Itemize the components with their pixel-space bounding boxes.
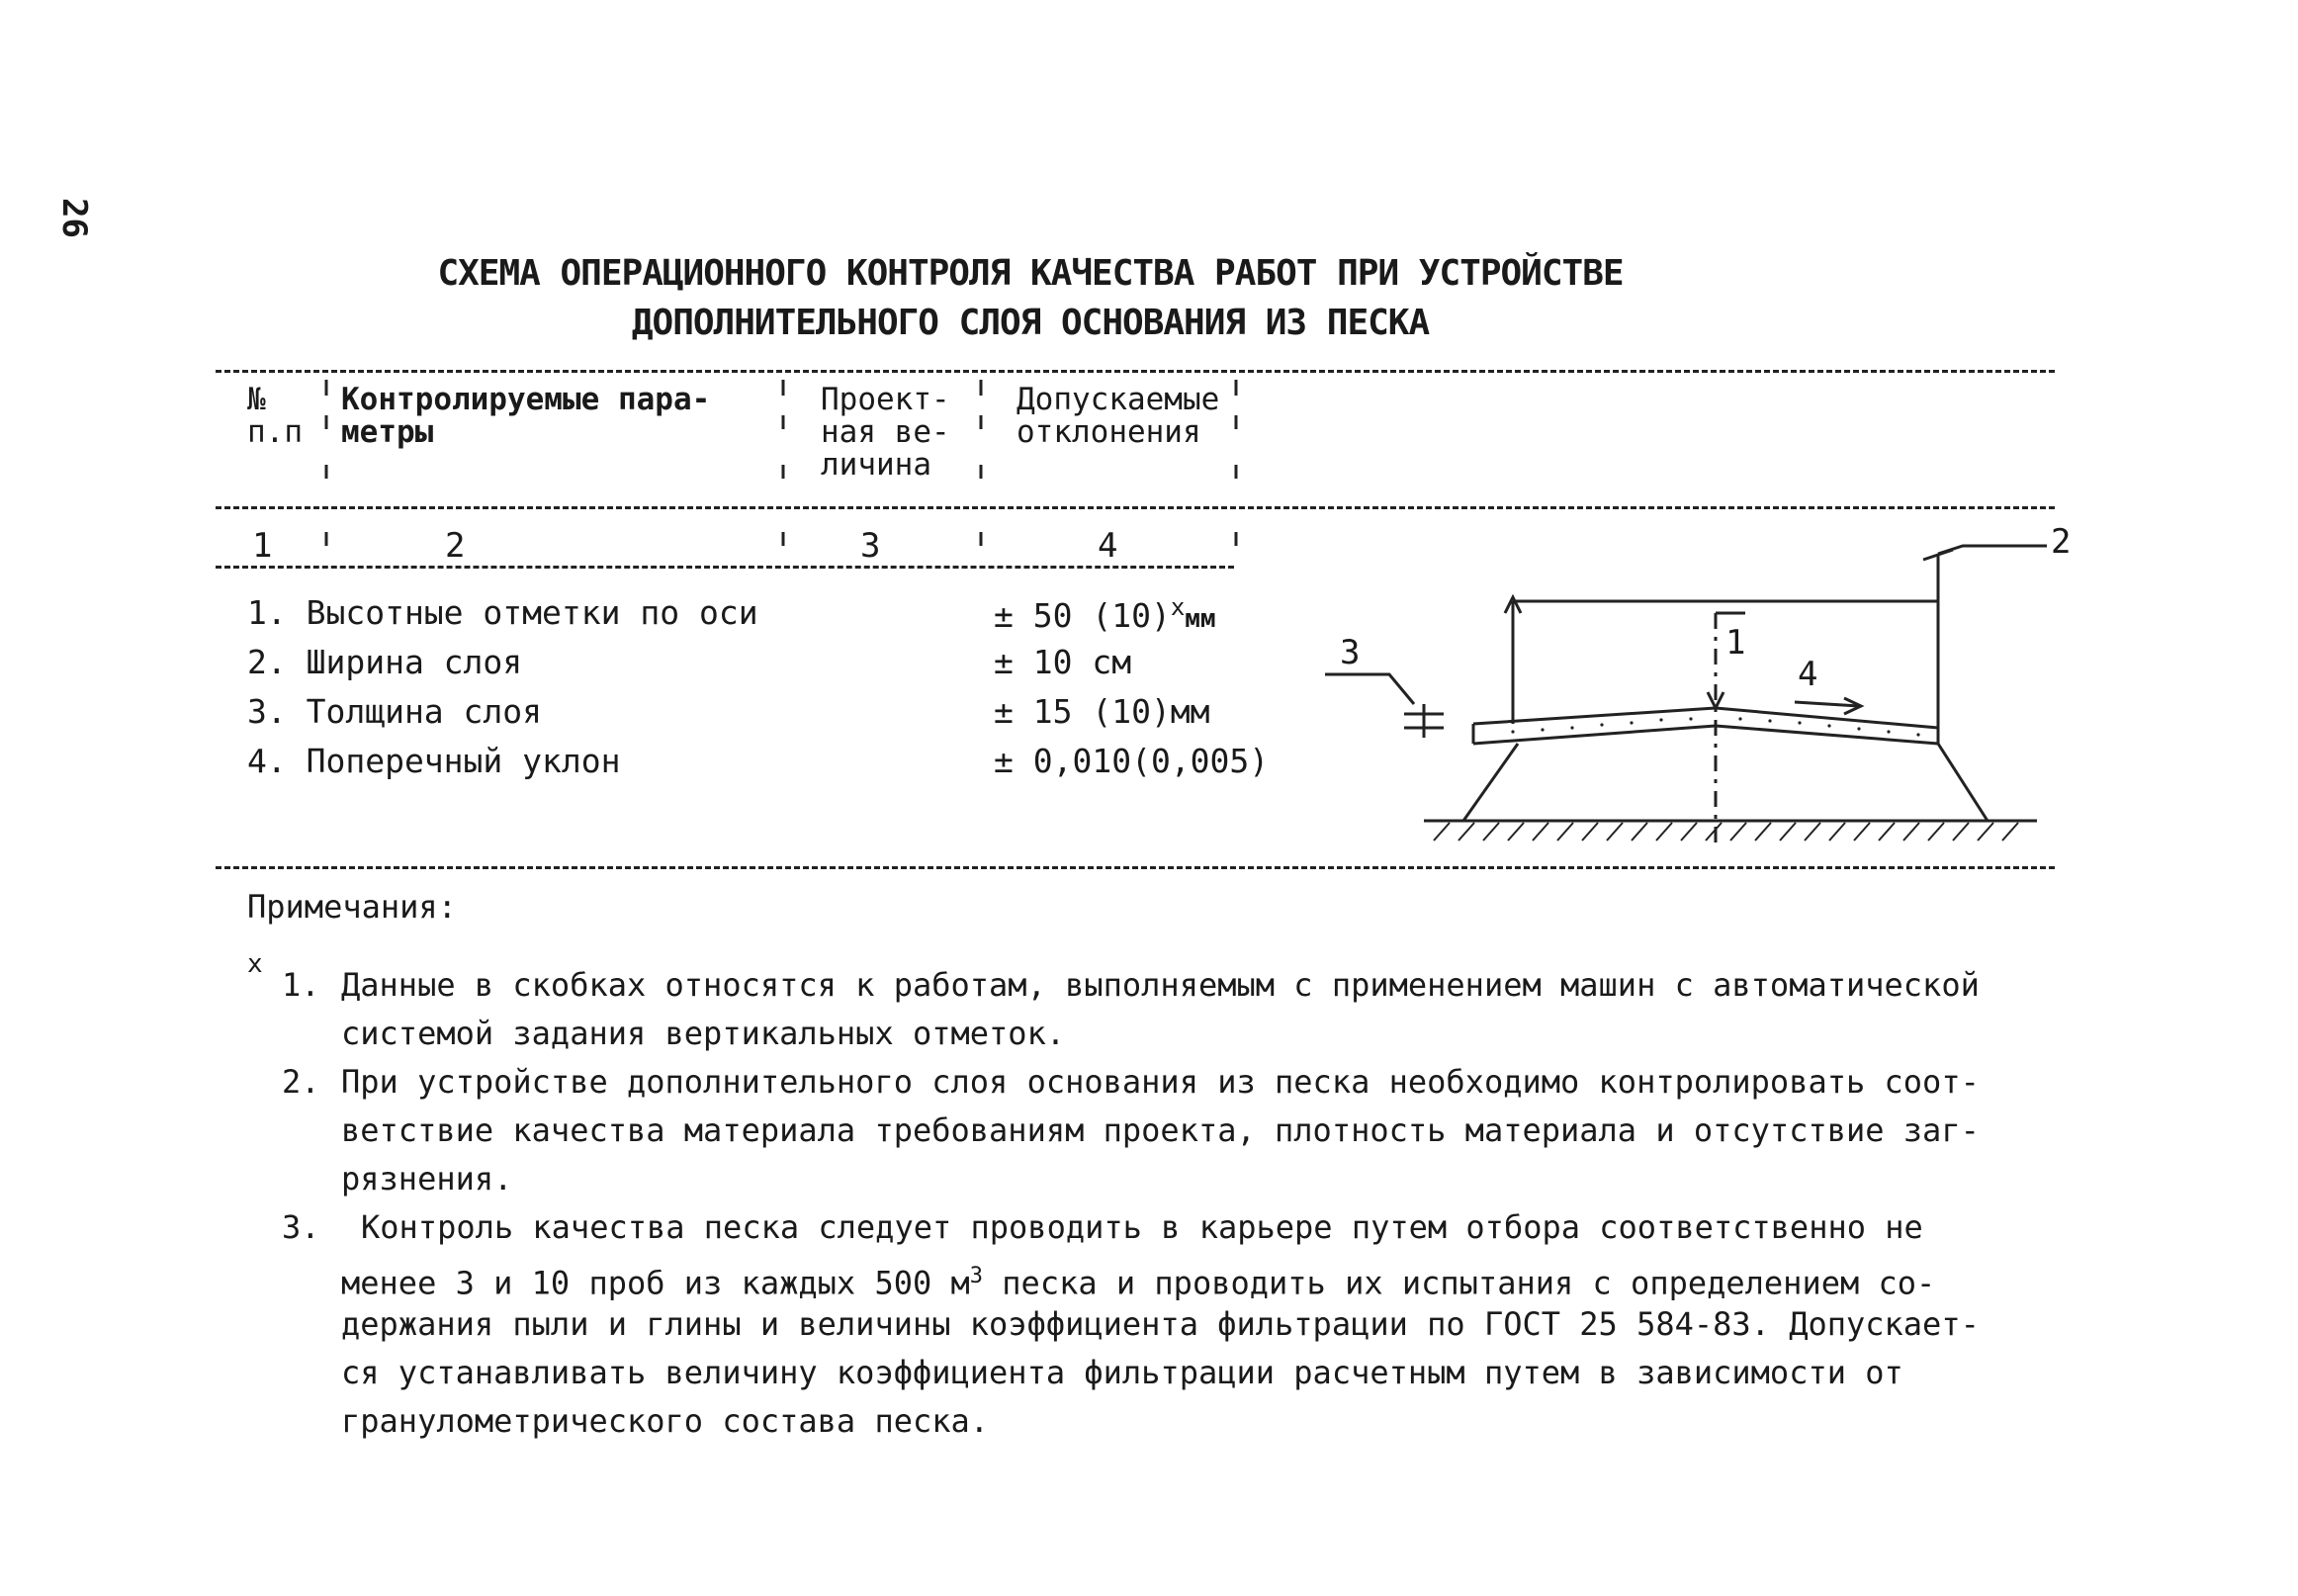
diagram-label-3: 3 [1340, 633, 1361, 672]
note-2-line-3: рязнения. [341, 1160, 513, 1197]
leader-3 [1325, 674, 1414, 704]
tolerance-unit: мм [1185, 604, 1216, 634]
note-2-line-2: ветствие качества материала требованиям проекта, плотность материала и отсутствие заг- [341, 1111, 1980, 1149]
note-3-line-2-end: песка и проводить их испытания с определением со- [983, 1264, 1936, 1302]
page-title-line-2: ДОПОЛНИТЕЛЬНОГО СЛОЯ ОСНОВАНИЯ ИЗ ПЕСКА [631, 303, 1430, 343]
layer-top [1473, 708, 1938, 728]
colnum-4: 4 [1098, 526, 1118, 566]
note-1-num: 1. [282, 966, 320, 1004]
table-row-4-tolerance: ± 0,010(0,005) [994, 742, 1270, 780]
note-3-line-5: гранулометрического состава песка. [341, 1402, 990, 1440]
left-slope [1463, 744, 1518, 821]
diagram-label-4: 4 [1798, 655, 1818, 694]
diagram-label-2: 2 [2051, 522, 2072, 562]
colnum-3: 3 [860, 526, 881, 566]
tolerance-value: ± 50 (10) [994, 596, 1171, 635]
note-3-line-3: держания пыли и глины и величины коэффициента фильтрации по ГОСТ 25 584-83. Допускает- [341, 1305, 1980, 1343]
table-row-2-tolerance: ± 10 см [994, 643, 1132, 681]
note-3-superscript: 3 [969, 1264, 984, 1288]
right-slope [1938, 744, 1988, 821]
note-3-line-1: Контроль качества песка следует проводить в карьере путем отбора соответственно не [361, 1208, 1923, 1246]
table-row-2-param: 2. Ширина слоя [247, 643, 523, 681]
notes-footnote-mark: x [247, 949, 263, 979]
note-3-line-4: ся устанавливать величину коэффициента фильтрации расчетным путем в зависимости от [341, 1354, 1903, 1391]
notes-heading: Примечания: [247, 888, 457, 926]
page-title-line-1: СХЕМА ОПЕРАЦИОННОГО КОНТРОЛЯ КАЧЕСТВА РАБОТ ПРИ УСТРОЙСТВЕ [437, 253, 1624, 294]
note-3-num: 3. [282, 1208, 320, 1246]
colnum-2: 2 [445, 526, 466, 566]
header-param: Контролируемые пара- метры [341, 382, 711, 450]
table-row-1-param: 1. Высотные отметки по оси [247, 593, 758, 632]
slope-arrow [1795, 702, 1859, 706]
leader-2 [1938, 546, 2047, 554]
page-number: 26 [54, 198, 94, 238]
diagram-label-1: 1 [1725, 623, 1746, 663]
colnum-1: 1 [252, 526, 273, 566]
note-1-line-2: системой задания вертикальных отметок. [341, 1015, 1066, 1052]
header-num: № п.п [247, 382, 303, 450]
note-2-line-1: При устройстве дополнительного слоя основания из песка необходимо контролировать соот- [341, 1063, 1980, 1101]
note-1-line-1: Данные в скобках относятся к работам, выполняемым с применением машин с автоматической [341, 966, 1980, 1004]
note-3-line-2-start: менее 3 и 10 проб из каждых 500 м [341, 1264, 970, 1302]
table-row-3-param: 3. Толщина слоя [247, 692, 543, 731]
header-tolerance: Допускаемые отклонения [1016, 382, 1220, 450]
table-row-4-param: 4. Поперечный уклон [247, 742, 621, 780]
footnote-mark: x [1170, 593, 1186, 621]
table-row-3-tolerance: ± 15 (10)мм [994, 692, 1210, 731]
ground-hatching [1434, 823, 2018, 841]
header-design: Проект- ная ве- личина [821, 382, 950, 483]
note-2-num: 2. [282, 1063, 320, 1101]
